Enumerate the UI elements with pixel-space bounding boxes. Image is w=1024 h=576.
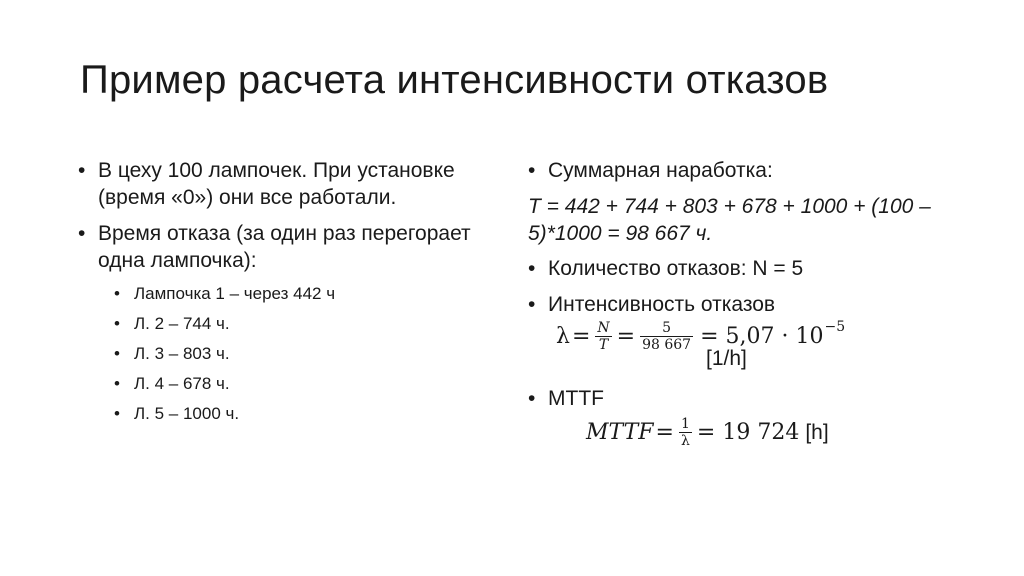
bullet-icon: • (528, 257, 536, 280)
fraction-denominator: λ (681, 433, 690, 449)
sub-list-item-text: Л. 4 – 678 ч. (134, 374, 230, 393)
equals-sign: = (655, 420, 674, 445)
bullet-icon: • (114, 374, 120, 393)
list-item-text: Интенсивность отказов (548, 293, 776, 316)
right-column (528, 157, 948, 449)
bullet-icon: • (114, 404, 120, 423)
list-item (78, 220, 498, 274)
failure-times-list (78, 283, 498, 425)
slide-title: Пример расчета интенсивности отказов (80, 58, 829, 102)
mttf-value: = 19 724 (696, 420, 800, 445)
left-column (78, 157, 498, 433)
fraction-denominator: 98 667 (642, 337, 692, 353)
sub-list-item (114, 313, 498, 335)
failure-rate-unit: [1/h] (706, 347, 747, 370)
list-item (528, 385, 948, 412)
sub-list-item-text: Л. 5 – 1000 ч. (134, 404, 240, 423)
fraction-5-over-total (640, 320, 693, 353)
fraction-n-over-t (595, 320, 611, 353)
list-item-text: Время отказа (за один раз перегорает одна лампочка): (98, 222, 471, 272)
sub-list-item (114, 283, 498, 305)
bullet-icon: • (114, 344, 120, 363)
bullet-icon: • (528, 387, 536, 410)
bullet-icon: • (78, 222, 86, 245)
equals-sign: = (616, 324, 636, 349)
fraction-numerator: 1 (680, 416, 690, 432)
sub-list-item (114, 403, 498, 425)
bullet-icon: • (114, 314, 120, 333)
exponent: −5 (824, 318, 846, 335)
fraction-numerator: 5 (662, 320, 672, 336)
sub-list-item-text: Л. 3 – 803 ч. (134, 344, 230, 363)
bullet-icon: • (114, 284, 120, 303)
list-item-text: В цеху 100 лампочек. При установке (время «0») они все работали. (98, 159, 455, 209)
list-item (528, 291, 948, 318)
list-item (528, 255, 948, 282)
list-item-text: Суммарная наработка: (548, 159, 773, 182)
mttf-symbol: MTTF (586, 420, 654, 445)
lambda-symbol: λ (556, 324, 570, 349)
mttf-unit: [h] (805, 420, 829, 444)
sub-list-item (114, 343, 498, 365)
left-bullet-list (78, 157, 498, 274)
list-item-text: Количество отказов: N = 5 (548, 257, 804, 280)
bullet-icon: • (528, 159, 536, 182)
fraction-denominator: T (598, 337, 609, 353)
list-item-text: MTTF (548, 387, 604, 410)
sub-list-item (114, 373, 498, 395)
fraction-1-over-lambda (679, 416, 692, 449)
bullet-icon: • (78, 159, 86, 182)
bullet-icon: • (528, 293, 536, 316)
fraction-numerator: N (597, 320, 610, 336)
list-item (78, 157, 498, 211)
total-operating-time-formula: T = 442 + 744 + 803 + 678 + 1000 + (100 – 5)*1000 = 98 667 ч. (528, 195, 931, 245)
sub-list-item-text: Л. 2 – 744 ч. (134, 314, 230, 333)
mttf-formula (586, 416, 948, 449)
equals-sign: = (571, 324, 591, 349)
failure-rate-value: = 5,07 · 10 (700, 324, 824, 349)
sub-list-item-text: Лампочка 1 – через 442 ч (134, 284, 336, 303)
list-item (528, 157, 948, 184)
